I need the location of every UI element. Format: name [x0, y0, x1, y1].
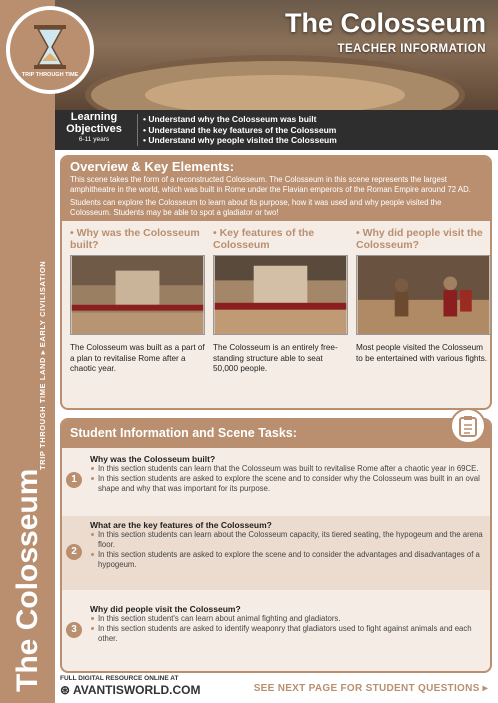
- task-bullet: In this section students can learn that the Colosseum was built to revitalise Rome after a chaotic year in 69CE.: [90, 464, 490, 474]
- task-item: [62, 450, 490, 512]
- arena-floor: [145, 75, 405, 110]
- objectives-age: 6-11 years: [78, 136, 110, 143]
- overview-header: [62, 157, 490, 221]
- overview-paragraph-2: Students can explore the Colosseum to learn about its purpose, how it was used and why people visited the Colosseum. Students may be able to spot a gladiator or two!: [70, 198, 442, 217]
- task-bullet: In this section students can learn about the Colosseum capacity, its tiered seating, the hypogeum and the arena floor.: [90, 530, 490, 550]
- sidebar-title: The Colosseum: [11, 468, 44, 692]
- overview-columns: [62, 221, 490, 375]
- objective-item: • Understand why people visited the Colosseum: [143, 135, 337, 145]
- overview-column: [209, 227, 352, 375]
- student-section: [60, 418, 492, 673]
- objective-item: • Understand why the Colosseum was built: [143, 114, 317, 124]
- overview-column: [66, 227, 209, 375]
- objectives-label: [58, 110, 130, 143]
- clipboard-glyph: [459, 415, 477, 437]
- column-heading: • Why did people visit the Colosseum?: [356, 227, 483, 251]
- overview-paragraph-1: This scene takes the form of a reconstructed Colosseum. The Colosseum in this scene represents the largest amphitheatre in the world, which was built in Rome under the Flavian emperors of the Roman Empire around 72 AD.: [70, 175, 471, 194]
- footer-label: FULL DIGITAL RESOURCE ONLINE AT: [60, 675, 179, 682]
- next-page-link[interactable]: SEE NEXT PAGE FOR STUDENT QUESTIONS ▸: [253, 683, 488, 694]
- task-bullet: In this section student's can learn about animal fighting and gladiators.: [90, 614, 490, 624]
- logo: [6, 6, 94, 94]
- task-item: [62, 516, 490, 590]
- overview-section: [60, 155, 492, 410]
- website-link[interactable]: ⊛ AVANTISWORLD.COM: [60, 683, 201, 697]
- overview-column: [352, 227, 495, 375]
- objectives-list: [137, 114, 337, 146]
- task-bullet: In this section students are asked to explore the scene and to consider the advantages and disadvantages of a hypogeum.: [90, 550, 490, 570]
- task-question: Why was the Colosseum built?: [90, 454, 216, 464]
- task-question: Why did people visit the Colosseum?: [90, 604, 241, 614]
- objective-item: • Understand the key features of the Colosseum: [143, 124, 337, 135]
- overview-title: Overview & Key Elements:: [70, 159, 235, 174]
- task-bullet: In this section students are asked to explore the scene and to consider why the Colosseum was built in an oval shape and why that was important for its purpose.: [90, 474, 490, 494]
- task-number: 1: [66, 472, 82, 488]
- task-item: [62, 600, 490, 662]
- logo-text: TRIP THROUGH TIME: [21, 71, 79, 78]
- page-subtitle: TEACHER INFORMATION: [337, 43, 486, 55]
- task-bullet: In this section students are asked to identify weaponry that gladiators used to fight against animals and each other.: [90, 624, 490, 644]
- objectives-label-2: Objectives: [66, 123, 122, 135]
- page-title: The Colosseum: [284, 8, 486, 38]
- colosseum-interior-image: [70, 255, 205, 335]
- colosseum-arena-image: [213, 255, 348, 335]
- task-question: What are the key features of the Colosseum?: [90, 520, 272, 530]
- hourglass-icon: [30, 23, 70, 71]
- hero-image: [55, 0, 498, 110]
- column-text: The Colosseum was built as a part of a plan to revitalise Rome after a chaotic year.: [70, 343, 205, 373]
- column-text: Most people visited the Colosseum to be entertained with various fights.: [356, 343, 488, 363]
- column-heading: • Why was the Colosseum built?: [70, 227, 200, 251]
- student-title: Student Information and Scene Tasks:: [70, 426, 297, 440]
- gladiators-image: [356, 255, 491, 335]
- column-heading: • Key features of the Colosseum: [213, 227, 315, 251]
- student-header: [62, 420, 490, 448]
- task-number: 2: [66, 544, 82, 560]
- learning-objectives: [55, 110, 498, 150]
- column-text: The Colosseum is an entirely free-standing structure able to seat 50,000 people.: [213, 343, 338, 373]
- clipboard-icon: [450, 408, 486, 444]
- sidebar: [0, 0, 55, 703]
- objectives-label-1: Learning: [70, 111, 118, 123]
- sidebar-subtitle: TRIP THROUGH TIME LAND ▸ EARLY CIVILISATION: [38, 260, 47, 470]
- task-number: 3: [66, 622, 82, 638]
